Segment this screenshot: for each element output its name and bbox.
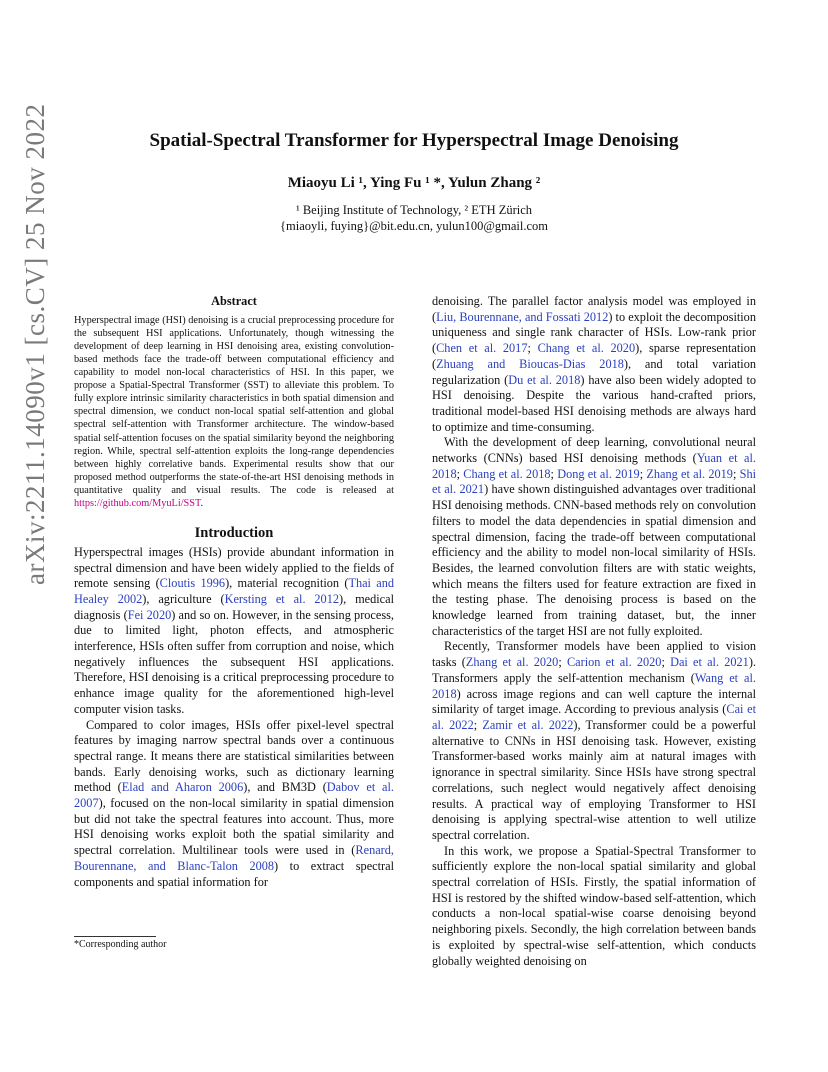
citation-link[interactable]: Chang et al. 2020 [537, 341, 636, 356]
text-run: Hyperspectral images (HSIs) provide abundant information in spectral dimension and have been widely applied to the fields of remote sensing ( [74, 544, 394, 591]
citation-link[interactable]: Cloutis 1996 [159, 576, 226, 591]
text-run: ), sparse representation ( [432, 341, 756, 371]
citation-link[interactable]: Du et al. 2018 [508, 372, 581, 387]
text-run: ), and BM3D ( [243, 780, 327, 795]
text-run: ) and so on. However, in the sensing process, due to limited light, photon effects, and atmospheric interference, HSIs often suffer from corruption and noise, which negatively influences the subsequent HSI applications. Therefore, HSI denoising is a critical preprocessing procedure to enhance image quality for the aforementioned high-level computer vision tasks. [74, 607, 394, 716]
text-run: ), and total variation regularization ( [432, 356, 756, 387]
text-run: ), medical diagnosis ( [74, 591, 394, 622]
text-run: ), focused on the non-local similarity in spatial dimension but did not take the spectral features into account. Thus, more HSI denoising works exploit both the spatial similarity and spectral correlation. Multilinear tools were used in ( [74, 796, 394, 858]
text-run: ; [550, 466, 558, 481]
paper-title: Spatial-Spectral Transformer for Hyperspectral Image Denoising [149, 130, 679, 151]
email-line: {miaoyli, fuying}@bit.edu.cn, yulun100@gmail.com [280, 219, 548, 233]
abstract-tail: . [200, 498, 204, 510]
text-run: ), Transformer could be a powerful alternative to CNNs in HSI denoising task. However, existing Transformer-based works mainly aim at natural images with ignorance in spectral similarity. Since HSIs have strong spectral correlations, such neglect would negatively affect denoising results. A practical way of employing Transformer to HSI denoising is applying spectral-wise attention to well utilize spectral correlation. [432, 717, 757, 842]
citation-link[interactable]: Zamir et al. 2022 [482, 717, 574, 732]
abstract-text [74, 314, 394, 510]
citation-link[interactable]: Cai et al. 2022 [432, 702, 756, 732]
citation-link[interactable]: Dabov et al. 2007 [74, 780, 394, 811]
text-run: ) to exploit the decomposition uniqueness and single rank character of HSIs. Low-rank prior ( [432, 309, 756, 356]
text-run: ) across image regions and can well capture the internal similarity of target image. According to previous analysis ( [432, 686, 756, 717]
text-run: ; [527, 341, 538, 356]
citation-link[interactable]: Yuan et al. 2018 [432, 451, 756, 481]
footnote-rule [74, 936, 156, 937]
abstract-body: Hyperspectral image (HSI) denoising is a crucial preprocessing procedure for the subsequent HSI applications. Unfortunately, though witnessing the development of deep learning in HSI denoising area, existing convolution-based methods face the trade-off between computational efficiency and capability to model non-local characteristics of HSI. In this paper, we propose a Spatial-Spectral Transformer (SST) to alleviate this problem. To fully explore intrinsic similarity characteristics in both spatial dimension and spectral dimension, we conduct non-local spatial self-attention and global spectral self-attention with Transformer architecture. The window-based spatial self-attention focuses on the spatial similarity beyond the neighboring region. While, spectral self-attention exploits the long-range dependencies between highly correlative bands. Experimental results show that our proposed method outperforms the state-of-the-art HSI denoising methods in quantitative quality and visual results. The code is released at [74, 314, 394, 496]
right-paragraph-4: In this work, we propose a Spatial-Spectral Transformer to sufficiently explore the non-local spatial similarity and global spectral correlation of HSIs. Firstly, the spatial information of HSI is restored by the shifted window-based self-attention, which conducts a non-local spatial-wise coarse denoising beyond neighboring pixels. Secondly, the high correlation between bands is exploited by spectral-wise self-attention, which conducts globally weighted denoising on [432, 843, 756, 968]
text-run: ) have also been widely adopted to HSI denoising. Despite the various hand-crafted priors, traditional model-based HSI denoising methods are always hard to optimize and time-consuming. [432, 372, 757, 434]
text-run: ), material recognition ( [225, 576, 349, 591]
citation-link[interactable]: Fei 2020 [127, 607, 172, 622]
citation-link[interactable]: Kersting et al. 2012 [224, 591, 340, 606]
citation-link[interactable]: Zhuang and Bioucas-Dias 2018 [436, 356, 624, 371]
text-run: denoising. The parallel factor analysis model was employed in ( [432, 294, 756, 324]
right-paragraph-1 [432, 294, 756, 435]
left-column [74, 294, 394, 890]
citation-link[interactable]: Renard, Bourennane, and Blanc-Talon 2008 [74, 843, 394, 873]
citation-link[interactable]: Carion et al. 2020 [566, 655, 662, 670]
right-column [432, 294, 756, 969]
code-link[interactable]: https://github.com/MyuLi/SST [74, 498, 201, 510]
citation-link[interactable]: Wang et al. 2018 [432, 670, 756, 701]
citation-link[interactable]: Chen et al. 2017 [436, 341, 528, 356]
text-run: Compared to color images, HSIs offer pixel-level spectral features by imaging narrow spectral bands over a continuous spectral range. It means there are statistical similarities between bands. Early denoising works, such as dictionary learning method ( [74, 717, 394, 795]
text-run: ; [456, 466, 464, 481]
citation-link[interactable]: Elad and Aharon 2006 [121, 780, 244, 795]
footnote-text: *Corresponding author [74, 939, 167, 950]
text-run: ; [732, 466, 740, 481]
citation-link[interactable]: Liu, Bourennane, and Fossati 2012 [436, 309, 609, 324]
citation-link[interactable]: Shi et al. 2021 [432, 466, 757, 497]
text-run: Recently, Transformer models have been applied to vision tasks ( [432, 639, 756, 670]
affiliations [0, 202, 828, 234]
text-run: ) have shown distinguished advantages over traditional HSI denoising methods. CNN-based methods rely on convolution filters to model the data dependencies in spatial dimension and spectral dimension, facing the trade-off between computational efficiency and the ability to model non-local similarity of HSIs. Besides, the learned convolution filters are with static weights, which means the filters used for feature extraction are fixed in the testing phase. The denoising process is based on the knowledge learned from training dataset, but, the inner characteristics of the target HSI are not fully exploited. [432, 482, 756, 638]
affiliation-line: ¹ Beijing Institute of Technology, ² ETH Zürich [295, 203, 533, 217]
text-run: ), agriculture ( [142, 591, 225, 606]
text-run: ; [473, 717, 483, 732]
right-paragraph-3 [432, 639, 756, 843]
intro-paragraph-2 [74, 718, 394, 891]
right-paragraph-2 [432, 435, 756, 639]
citation-link[interactable]: Chang et al. 2018 [463, 466, 551, 481]
citation-link[interactable]: Dong et al. 2019 [557, 466, 640, 481]
intro-paragraph-1 [74, 545, 394, 718]
author-list: Miaoyu Li ¹, Ying Fu ¹ *, Yulun Zhang ² [287, 175, 541, 191]
text-run: ; [661, 655, 671, 670]
footnote [74, 936, 394, 950]
introduction-heading: Introduction [194, 525, 274, 542]
citation-link[interactable]: Zhang et al. 2020 [465, 655, 559, 670]
citation-link[interactable]: Thai and Healey 2002 [74, 576, 394, 606]
citation-link[interactable]: Zhang et al. 2019 [646, 466, 733, 481]
text-run: ; [558, 655, 567, 670]
text-run: ) to extract spectral components and spatial information for [74, 858, 394, 889]
text-run: ). Transformers apply the self-attention mechanism ( [432, 655, 756, 685]
abstract-heading: Abstract [211, 294, 257, 308]
text-run: ; [639, 466, 647, 481]
citation-link[interactable]: Dai et al. 2021 [670, 655, 749, 670]
text-run: With the development of deep learning, convolutional neural networks (CNNs) based HSI denoising methods ( [432, 435, 756, 466]
